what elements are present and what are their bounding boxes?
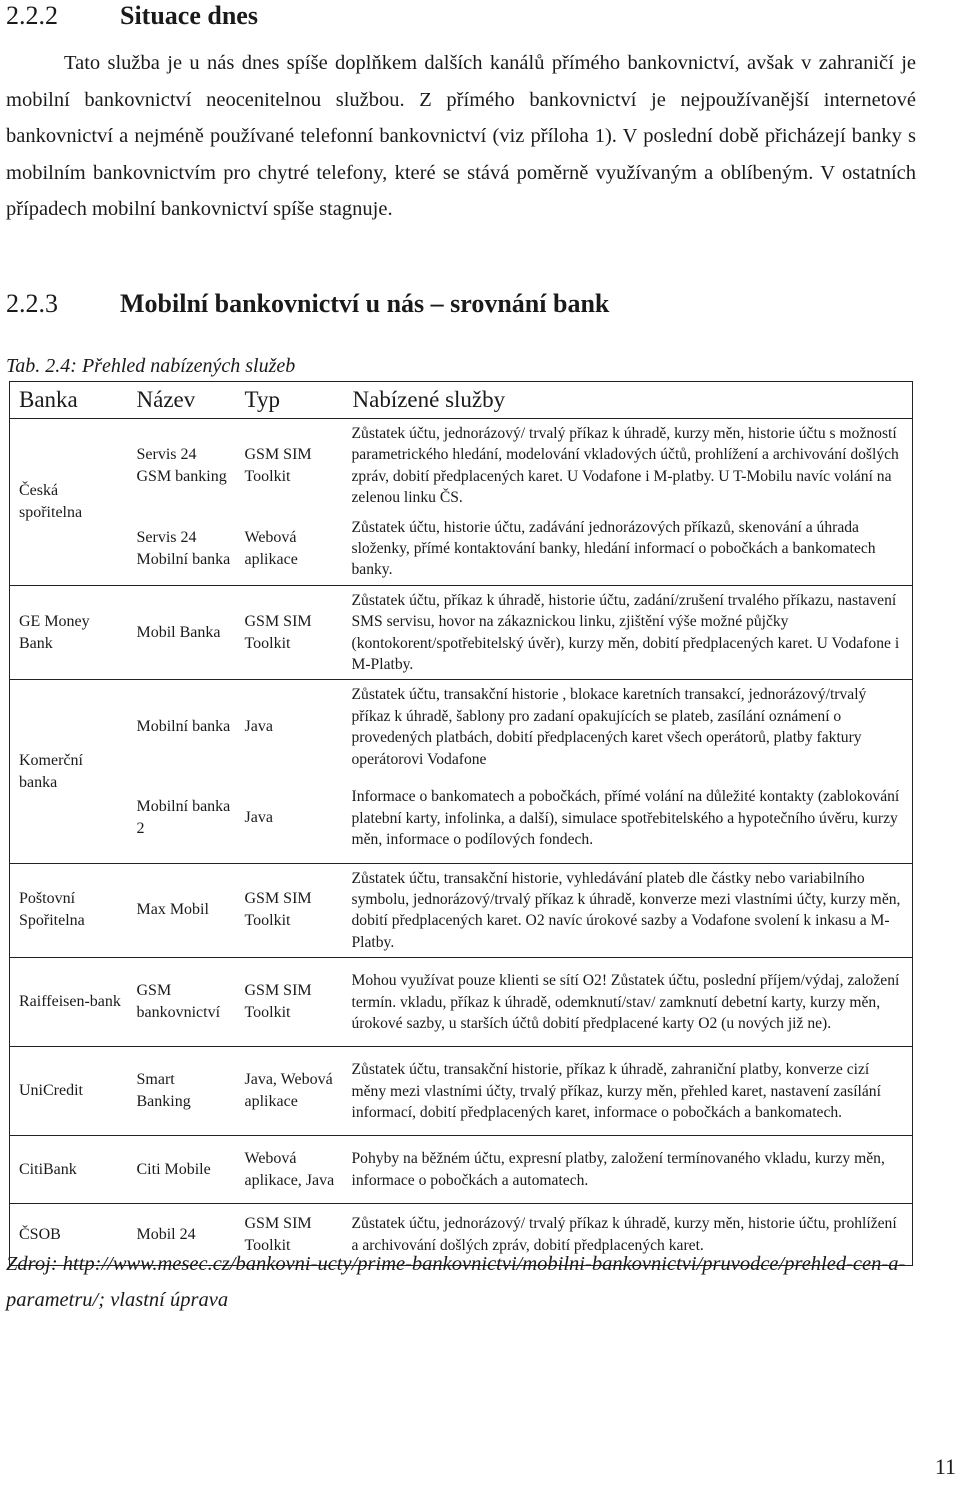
section-number: 2.2.3 bbox=[6, 289, 58, 318]
name-cell: Servis 24 Mobilní banka bbox=[136, 528, 231, 568]
services-cell: Mohou využívat pouze klienti se sítí O2! Zůstatek účtu, poslední příjem/výdaj, založení termín. vkladu, příkaz k úhradě, odemknutí/stav/ zamknutí debetní karty, kurzy měn, úrokové sazby, u starších účtů dobití předplacené karty O2 (u nových již ne). bbox=[344, 958, 913, 1047]
table-row bbox=[10, 1136, 913, 1204]
type-cell: GSM SIM Toolkit bbox=[236, 585, 344, 680]
type-cell: Java bbox=[236, 680, 344, 774]
name-cell: Citi Mobile bbox=[128, 1136, 236, 1204]
services-cell: Zůstatek účtu, jednorázový/ trvalý příkaz k úhradě, kurzy měn, historie účtu s možností parametrického hledání, modelování vkladových účtů, prohlížení a archivování došlých zpráv, dobití předplacených karet. U Vodafone i M-platby. U T-Mobilu navíc volání na zelenou linku ČS. bbox=[344, 419, 913, 513]
table-row bbox=[10, 585, 913, 680]
bank-cell: Poštovní Spořitelna bbox=[10, 863, 128, 958]
name-cell: Mobil Banka bbox=[128, 585, 236, 680]
services-cell: Zůstatek účtu, jednorázový/ trvalý příkaz k úhradě, kurzy měn, historie účtu, prohlížení a archivování došlých zpráv, dobití předplacených karet. bbox=[344, 1204, 913, 1266]
header-typ: Typ bbox=[236, 382, 344, 419]
section-heading-situace bbox=[6, 1, 258, 31]
table-row bbox=[10, 863, 913, 958]
services-cell: Zůstatek účtu, transakční historie, vyhledávání plateb dle částky nebo variabilního symbolu, jednorázový/trvalý příkaz k úhradě, konverze mezi vlastními účty, kurzy měn, dobití předplacených karet. O2 navíc úrokové sazby a Vodafone svolení k inkasu a M-Platby. bbox=[344, 863, 913, 958]
name-cell: GSM bankovnictví bbox=[128, 958, 236, 1047]
section-title: Situace dnes bbox=[120, 1, 258, 30]
bank-cell: Česká spořitelna bbox=[10, 419, 128, 586]
bank-cell: GE Money Bank bbox=[10, 585, 128, 680]
type-cell: Java bbox=[244, 809, 273, 827]
section-heading-srovnani bbox=[6, 289, 609, 319]
name-cell: Smart Banking bbox=[128, 1047, 236, 1136]
table-header-row bbox=[10, 382, 913, 419]
bank-cell: Raiffeisen-bank bbox=[10, 958, 128, 1047]
services-cell: Zůstatek účtu, historie účtu, zadávání jednorázových příkazů, skenování a úhrada složenky, přímé kontaktování banky, hledání informací o pobočkách a bankomatech banky. bbox=[351, 518, 876, 579]
services-cell: Pohyby na běžném účtu, expresní platby, založení termínovaného vkladu, kurzy měn, informace o pobočkách a automatech. bbox=[344, 1136, 913, 1204]
header-banka: Banka bbox=[10, 382, 128, 419]
type-cell: Webová aplikace bbox=[244, 528, 298, 568]
header-nazev: Název bbox=[128, 382, 236, 419]
table-row bbox=[10, 513, 913, 586]
table-caption: Tab. 2.4: Přehled nabízených služeb bbox=[6, 355, 296, 377]
services-cell: Zůstatek účtu, příkaz k úhradě, historie účtu, zadání/zrušení trvalého příkazu, nastavení SMS servisu, hovor na zákaznickou linku, zjištění výše možné půjčky (kontokorent/spotřebitelský úvěr), kurzy měn, dobití předplacených karet. U Vodafone i M-Platby. bbox=[344, 585, 913, 680]
table-row bbox=[10, 958, 913, 1047]
type-cell: Java, Webová aplikace bbox=[236, 1047, 344, 1136]
services-cell: Informace o bankomatech a pobočkách, přímé volání na důležité kontakty (zablokování platební karty, infolinka, a další), simulace spotřebitelského a hypotečního úvěru, kurzy měn, informace o podílových fondech. bbox=[351, 788, 900, 849]
services-cell: Zůstatek účtu, transakční historie , blokace karetních transakcí, jednorázový/trvalý příkaz k úhradě, šablony pro zadaní opakujících se plateb, zasílání oznámení o provedených platbách, dobití předplacených karet všech operátorů, platby faktury operátorovi Vodafone bbox=[344, 680, 913, 774]
table-row bbox=[10, 680, 913, 774]
table-row bbox=[10, 1047, 913, 1136]
body-paragraph: Tato služba je u nás dnes spíše doplňkem dalších kanálů přímého bankovnictví, avšak v zahraničí je mobilní bankovnictví neocenitelnou službou. Z přímého bankovnictví je nejpoužívanější internetové bankovnictví a nejméně používané telefonní bankovnictví (viz příloha 1). V poslední době přicházejí banky s mobilním bankovnictvím pro chytré telefony, které se stává poměrně využívaným a oblíbeným. V ostatních případech mobilní bankovnictví spíše stagnuje. bbox=[6, 52, 916, 221]
bank-cell: Komerční banka bbox=[10, 680, 128, 863]
source-note: Zdroj: http://www.mesec.cz/bankovni-ucty/prime-bankovnictvi/mobilni-bankovnictvi/pruvodce/prehled-cen-a-parametru/; vlastní úprava bbox=[6, 1253, 906, 1311]
section-title: Mobilní bankovnictví u nás – srovnání bank bbox=[120, 289, 610, 318]
type-cell: GSM SIM Toolkit bbox=[236, 863, 344, 958]
name-cell: Mobilní banka bbox=[128, 680, 236, 774]
page-number: 11 bbox=[934, 1454, 956, 1479]
header-sluzby: Nabízené služby bbox=[344, 382, 913, 419]
type-cell: GSM SIM Toolkit bbox=[236, 419, 344, 513]
name-cell: Max Mobil bbox=[128, 863, 236, 958]
services-cell: Zůstatek účtu, transakční historie, příkaz k úhradě, zahraniční platby, konverze cizí měny mezi vlastními účty, trvalý příkaz, kurzy měn, přehled karet, nastavení zasílání informací, dobití předplacených karet, informace o pobočkách a bankomatech. bbox=[344, 1047, 913, 1136]
name-cell: Mobilní banka 2 bbox=[136, 798, 231, 838]
bank-cell: UniCredit bbox=[10, 1047, 128, 1136]
bank-cell: ČSOB bbox=[10, 1204, 128, 1266]
name-cell: Mobil 24 bbox=[128, 1204, 236, 1266]
type-cell: GSM SIM Toolkit bbox=[236, 958, 344, 1047]
table-row bbox=[10, 774, 913, 863]
bank-cell: CitiBank bbox=[10, 1136, 128, 1204]
type-cell: GSM SIM Toolkit bbox=[236, 1204, 344, 1266]
section-number: 2.2.2 bbox=[6, 1, 58, 30]
table-row bbox=[10, 419, 913, 513]
name-cell: Servis 24 GSM banking bbox=[128, 419, 236, 513]
type-cell: Webová aplikace, Java bbox=[236, 1136, 344, 1204]
services-table bbox=[9, 381, 913, 1266]
